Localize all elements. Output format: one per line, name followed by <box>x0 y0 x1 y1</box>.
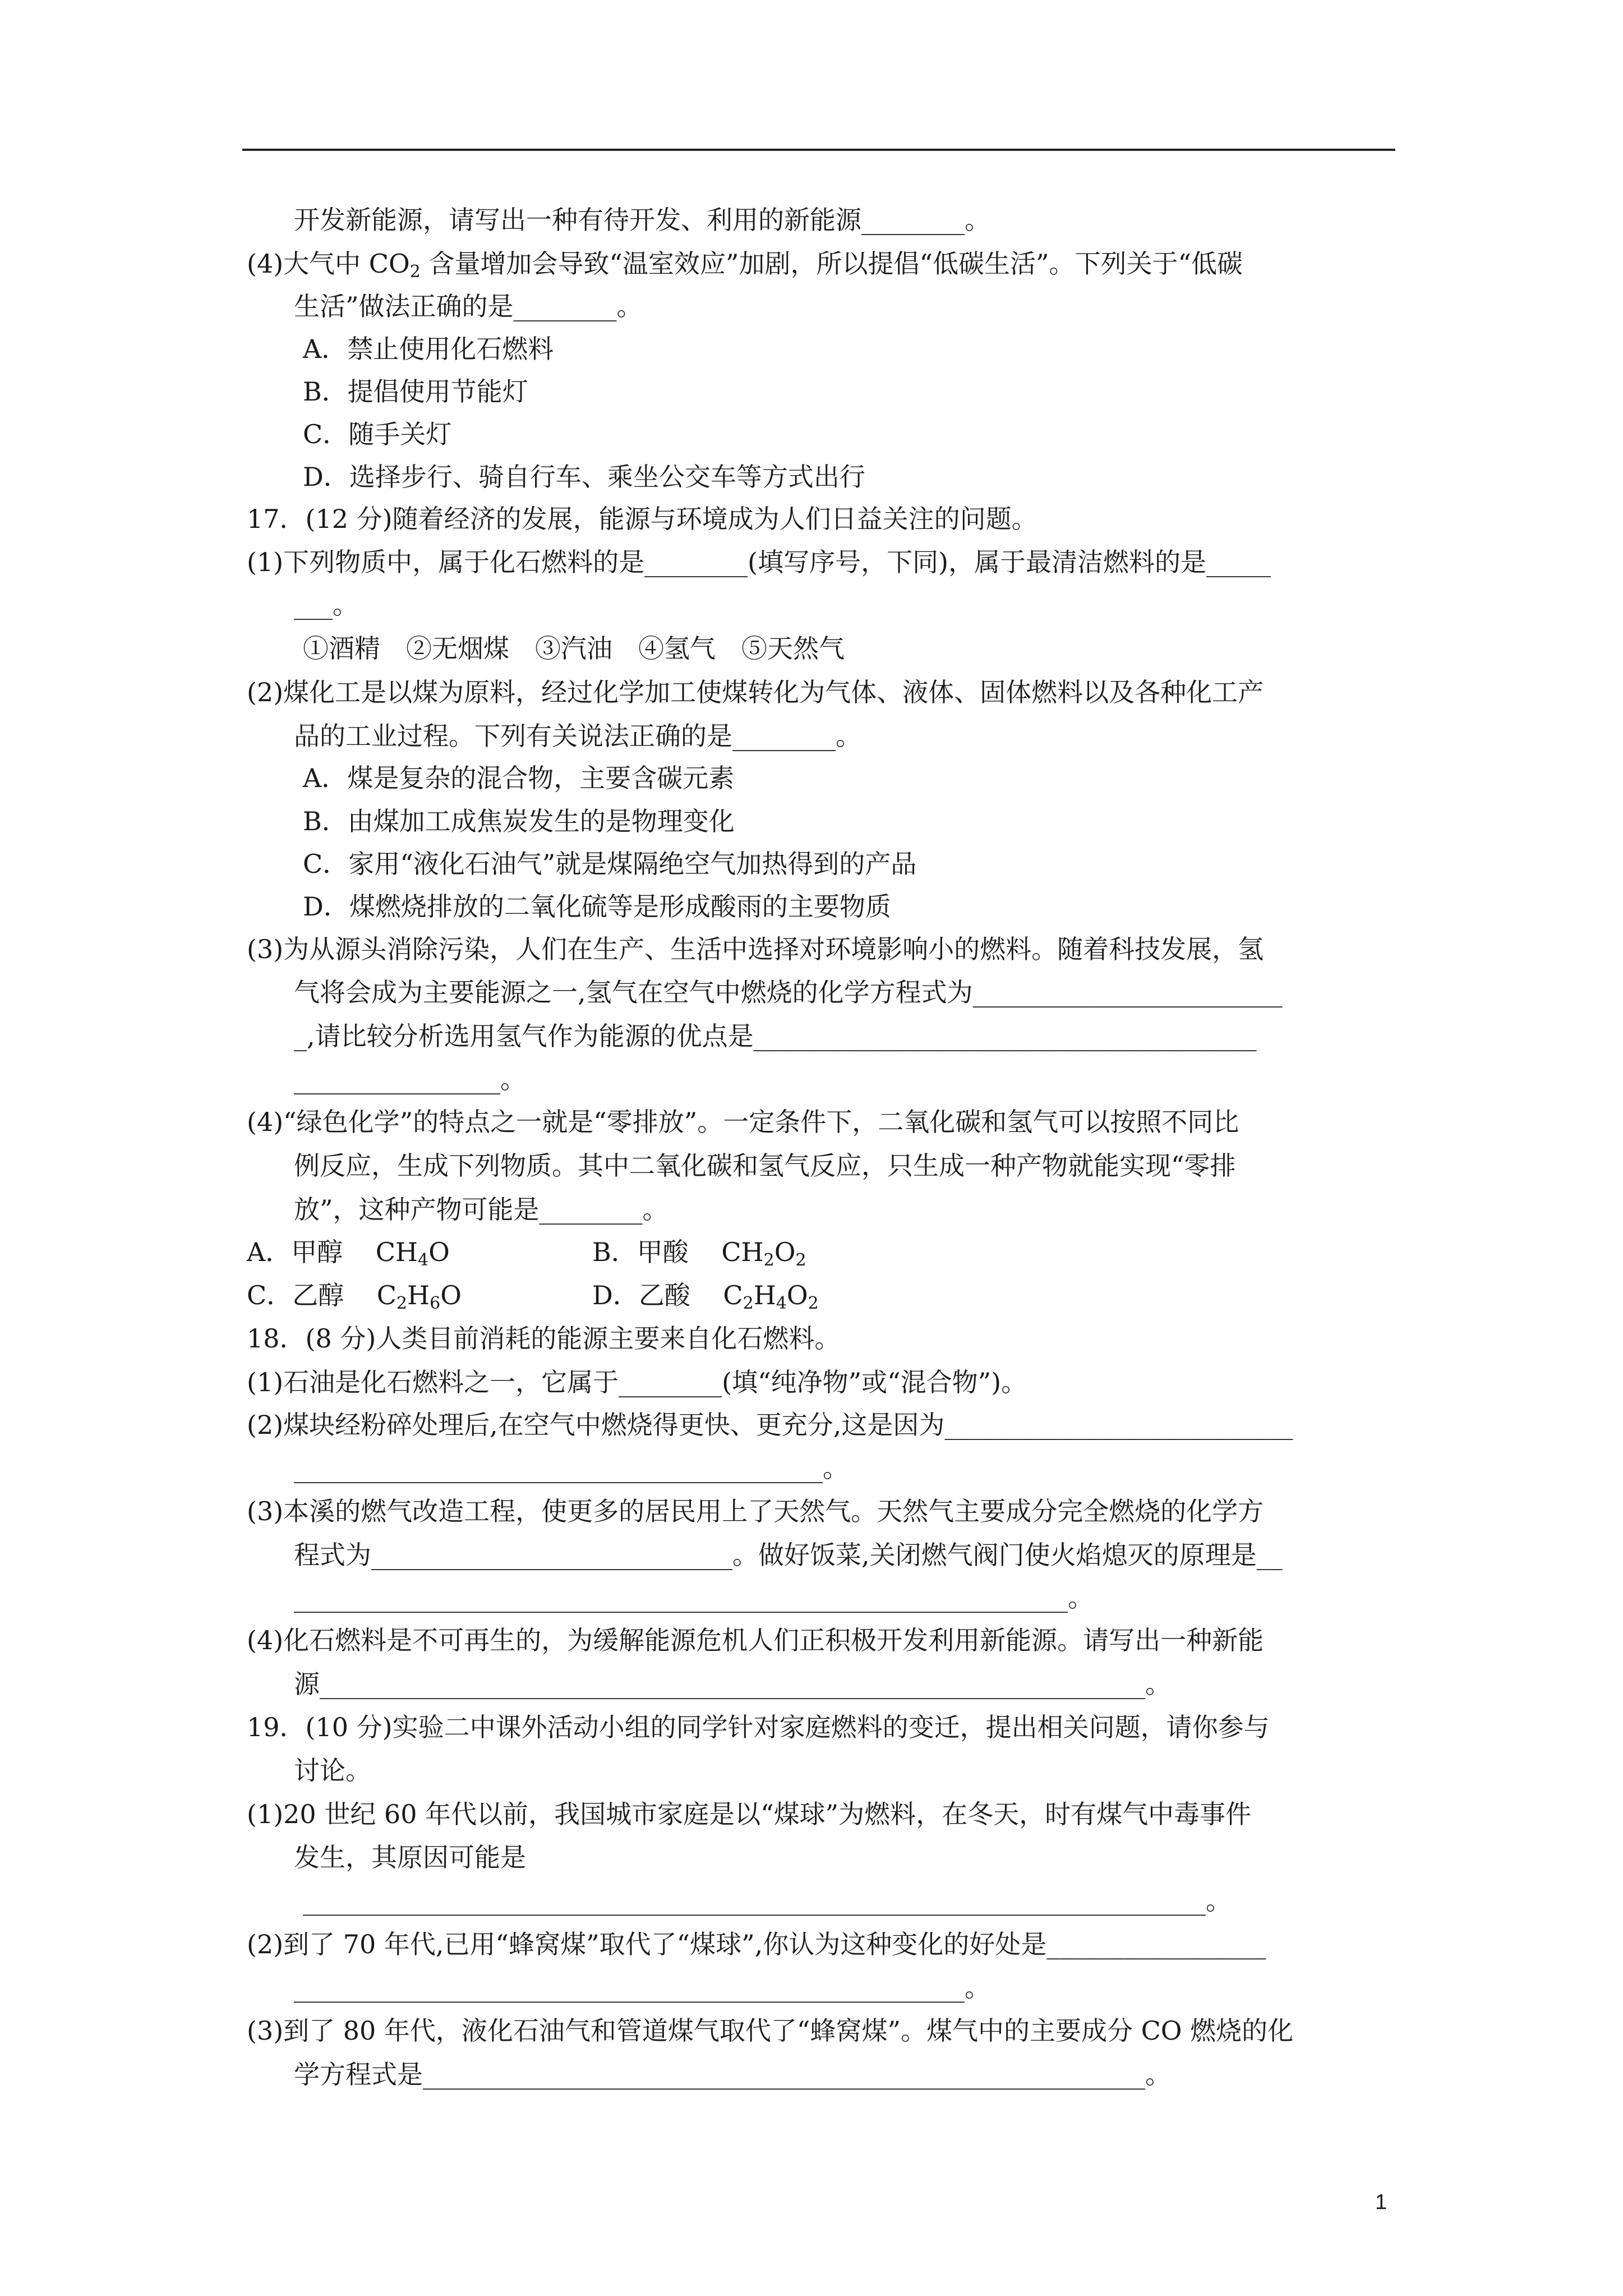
chemical-formula: $CH_4O$ <box>375 1237 450 1270</box>
formula-option: A．甲醇 $CH_4O$ <box>247 1237 450 1270</box>
option-item: B．提倡使用节能灯 <box>303 376 528 407</box>
question-4-stem: (4)大气中 $CO_2$ 含量增加会导致“温室效应”加剧，所以提倡“低碳生活”。下列关于“低碳 <box>247 249 1243 282</box>
option-item: D．选择步行、骑自行车、乘坐公交车等方式出行 <box>303 462 865 492</box>
option-item: D．煤燃烧排放的二氧化硫等是形成酸雨的主要物质 <box>303 891 891 922</box>
question-17-title: 17．(12 分)随着经济的发展，能源与环境成为人们日益关注的问题。 <box>247 504 1038 534</box>
text-line: ___。 <box>294 590 358 620</box>
text-line: 发生，其原因可能是 <box>294 1842 526 1872</box>
text-line: ________________。 <box>294 1064 526 1094</box>
text-line: 源________________________________________________________________。 <box>294 1669 1171 1699</box>
text-line: _________________________________________。 <box>294 1453 849 1483</box>
formula-option: B．甲酸 $CH_2O_2$ <box>592 1237 806 1270</box>
header-rule <box>242 149 1395 151</box>
option-item: C．随手关灯 <box>303 419 452 449</box>
text-line: (1)20 世纪 60 年代以前，我国城市家庭是以“煤球”为燃料，在冬天，时有煤气中毒事件 <box>247 1799 1252 1829</box>
text-line: _,请比较分析选用氢气作为能源的优点是_______________________________________ <box>294 1021 1257 1051</box>
text-line: 气将会成为主要能源之一,氢气在空气中燃烧的化学方程式为________________________ <box>294 977 1283 1007</box>
text-line: (4)化石燃料是不可再生的，为缓解能源危机人们正积极开发利用新能源。请写出一种新能 <box>247 1625 1264 1655</box>
text-line: 学方程式是________________________________________________________。 <box>294 2059 1171 2090</box>
text-line: 开发新能源，请写出一种有待开发、利用的新能源________。 <box>294 205 990 235</box>
answer-blank-line: ______________________________________________________________________。 <box>303 1885 1232 1916</box>
option-item: A．禁止使用化石燃料 <box>303 334 554 364</box>
text-line: (3)本溪的燃气改造工程，使更多的居民用上了天然气。天然气主要成分完全燃烧的化学方 <box>247 1496 1264 1526</box>
option-item: B．由煤加工成焦炭发生的是物理变化 <box>303 806 735 836</box>
text-line: (3)到了 80 年代，液化石油气和管道煤气取代了“蜂窝煤”。煤气中的主要成分 CO 燃烧的化 <box>247 2016 1294 2046</box>
option-item: ①酒精 ②无烟煤 ③汽油 ④氢气 ⑤天然气 <box>303 633 845 664</box>
chemical-formula: $CH_2O_2$ <box>721 1237 806 1270</box>
option-item: A．煤是复杂的混合物，主要含碳元素 <box>303 763 735 793</box>
text-line: (2)到了 70 年代,已用“蜂窝煤”取代了“煤球”,你认为这种变化的好处是_________________ <box>247 1929 1266 1959</box>
text-line: ____________________________________________________________。 <box>294 1582 1094 1613</box>
page-number: 1 <box>1375 2191 1387 2214</box>
text-line: 讨论。 <box>294 1755 371 1786</box>
text-line: 放”，这种产物可能是________。 <box>294 1194 668 1225</box>
text-line: 品的工业过程。下列有关说法正确的是________。 <box>294 721 861 751</box>
text-line: ____________________________________________________。 <box>294 1972 990 2003</box>
formula-option: C．乙醇 $C_2H_6O$ <box>247 1280 462 1313</box>
question-19-title: 19．(10 分)实验二中课外活动小组的同学针对家庭燃料的变迁，提出相关问题，请你参与 <box>247 1712 1270 1742</box>
text-line: 程式为____________________________。做好饭菜,关闭燃气阀门使火焰熄灭的原理是__ <box>294 1540 1283 1570</box>
text-line: (3)为从源头消除污染，人们在生产、生活中选择对环境影响小的燃料。随着科技发展，氢 <box>247 934 1264 964</box>
chemical-formula: $C_2H_6O$ <box>376 1280 462 1313</box>
question-18-title: 18．(8 分)人类目前消耗的能源主要来自化石燃料。 <box>247 1323 841 1354</box>
text-line: (4)“绿色化学”的特点之一就是“零排放”。一定条件下，二氧化碳和氢气可以按照不同比 <box>247 1107 1239 1137</box>
text-line: (2)煤块经粉碎处理后,在空气中燃烧得更快、更充分,这是因为___________________________ <box>247 1410 1293 1440</box>
text-line: (1)石油是化石燃料之一，它属于________(填“纯净物”或“混合物”)。 <box>247 1367 1027 1397</box>
text-line: (1)下列物质中，属于化石燃料的是________(填写序号，下同)，属于最清洁燃料的是_____ <box>247 547 1271 577</box>
formula-option: D．乙酸 $C_2H_4O_2$ <box>592 1280 819 1313</box>
text-line: 例反应，生成下列物质。其中二氧化碳和氢气反应，只生成一种产物就能实现“零排 <box>294 1151 1236 1181</box>
option-item: C．家用“液化石油气”就是煤隔绝空气加热得到的产品 <box>303 849 917 879</box>
chemical-formula: $C_2H_4O_2$ <box>723 1280 819 1313</box>
text-line: 生活”做法正确的是________。 <box>294 291 643 321</box>
text-line: (2)煤化工是以煤为原料，经过化学加工使煤转化为气体、液体、固体燃料以及各种化工产 <box>247 677 1264 707</box>
